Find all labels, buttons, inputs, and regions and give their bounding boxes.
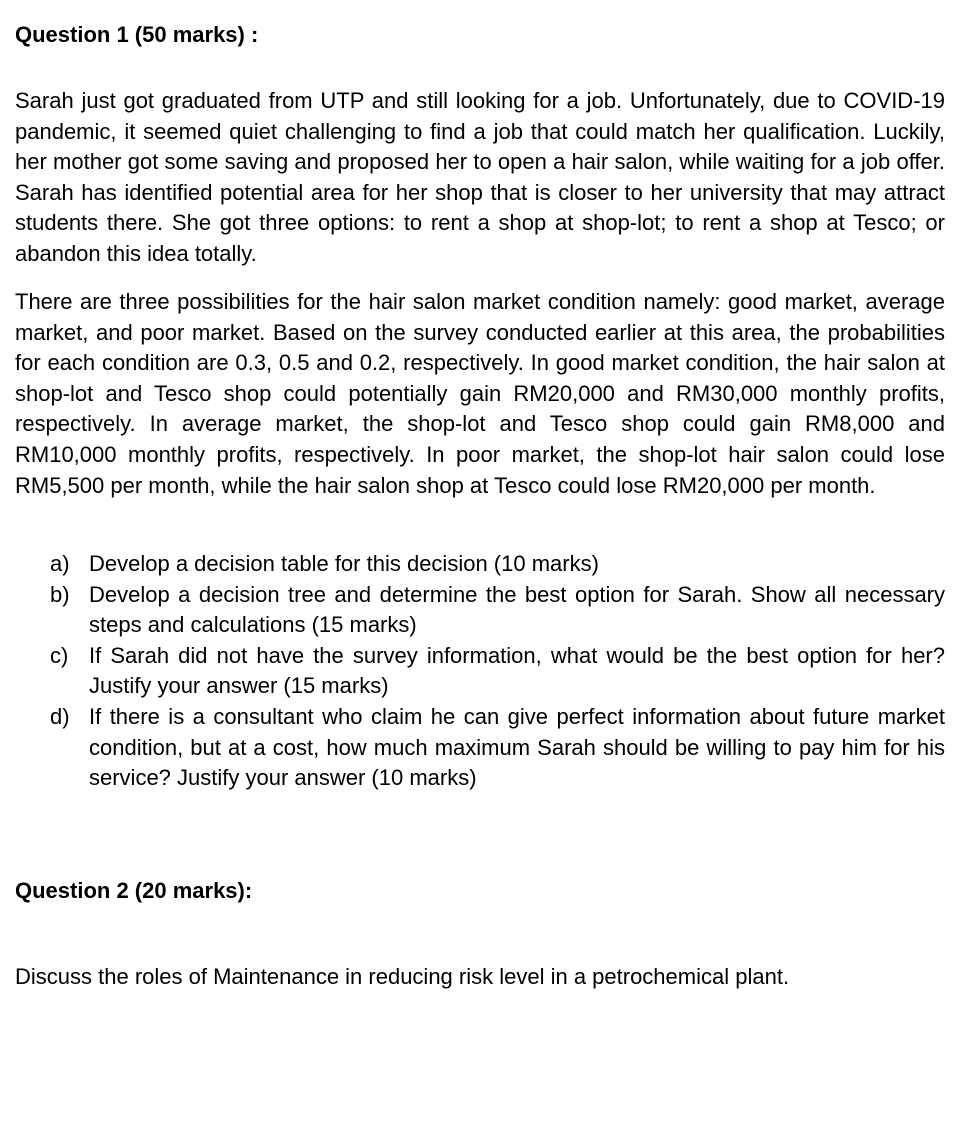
- task-item-d: [50, 702, 945, 794]
- task-item-a: [50, 549, 945, 580]
- question-1-task-list: [50, 549, 945, 794]
- question-1-paragraph-market-conditions: There are three possibilities for the hair salon market condition namely: good market, average market, and poor market. Based on the survey conducted earlier at this area, the probabilities for each condition are 0.3, 0.5 and 0.2, respectively. In good market condition, the hair salon at shop-lot and Tesco shop could potentially gain RM20,000 and RM30,000 monthly profits, respectively. In average market, the shop-lot and Tesco shop could gain RM8,000 and RM10,000 monthly profits, respectively. In poor market, the shop-lot hair salon could lose RM5,500 per month, while the hair salon shop at Tesco could lose RM20,000 per month.: [15, 289, 945, 498]
- task-text: Develop a decision table for this decision (10 marks): [89, 551, 599, 576]
- task-item-b: [50, 580, 945, 641]
- task-letter: c): [50, 642, 69, 668]
- question-2-text: Discuss the roles of Maintenance in reducing risk level in a petrochemical plant.: [15, 964, 790, 989]
- task-text: Develop a decision tree and determine the best option for Sarah. Show all necessary steps and calculations (15 marks): [89, 581, 945, 638]
- task-item-c: [50, 641, 945, 702]
- question-1-paragraph-scenario: Sarah just got graduated from UTP and still looking for a job. Unfortunately, due to COVID-19 pandemic, it seemed quiet challenging to find a job that could match her qualification. Luckily, her mother got some saving and proposed her to open a hair salon, while waiting for a job offer. Sarah has identified potential area for her shop that is closer to her university that may attract students there. She got three options: to rent a shop at shop-lot; to rent a shop at Tesco; or abandon this idea totally.: [15, 88, 945, 266]
- question-2-heading: Question 2 (20 marks):: [15, 878, 253, 903]
- task-text: If there is a consultant who claim he can give perfect information about future market condition, but at a cost, how much maximum Sarah should be willing to pay him for his service? Justify your answer (10 marks): [89, 703, 945, 791]
- task-letter: d): [50, 703, 70, 729]
- question-1-heading: Question 1 (50 marks) :: [15, 22, 259, 47]
- task-letter: b): [50, 581, 70, 607]
- task-letter: a): [50, 551, 70, 576]
- task-text: If Sarah did not have the survey information, what would be the best option for her? Justify your answer (15 marks): [89, 642, 945, 699]
